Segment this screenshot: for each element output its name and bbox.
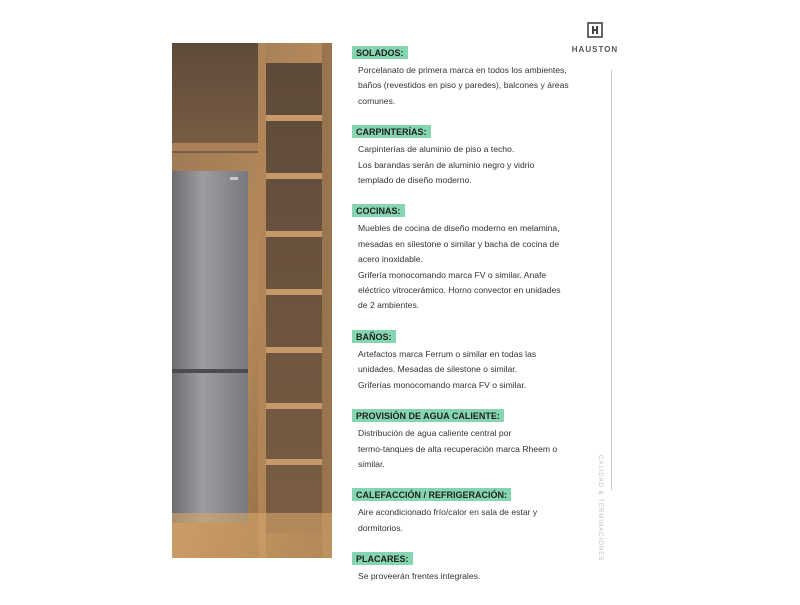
side-caption: CALIDAD & TERMINACIONES	[597, 455, 603, 562]
section-heading: CARPINTERÍAS:	[352, 125, 431, 138]
spec-section	[352, 327, 592, 393]
section-body	[352, 221, 592, 313]
section-heading: CALEFACCIÓN / REFRIGERACIÓN:	[352, 488, 511, 501]
section-text-line: unidades. Mesadas de silestone o similar.	[358, 364, 518, 375]
spec-section	[352, 201, 592, 313]
section-text-line: termo-tanques de alta recuperación marca Rheem o	[358, 443, 558, 454]
section-text-line: Distribución de agua caliente central por	[358, 428, 512, 439]
section-text-line: Aire acondicionado frío/calor en sala de estar y	[358, 507, 538, 518]
section-body	[352, 426, 592, 472]
section-body	[352, 142, 592, 188]
specifications-list	[352, 43, 592, 598]
section-body	[352, 569, 592, 584]
photo-illustration	[172, 43, 332, 558]
section-text-line: Carpinterías de aluminio de piso a techo.	[358, 144, 515, 155]
section-text-line: mesadas en silestone o similar y bacha de cocina de	[358, 238, 560, 249]
section-heading: SOLADOS:	[352, 46, 408, 59]
vertical-divider	[611, 70, 612, 490]
spec-section	[352, 485, 592, 536]
section-text-line: baños (revestidos en piso y paredes), balcones y áreas	[358, 80, 569, 91]
section-text-line: Griferías monocomando marca FV o similar.	[358, 379, 527, 390]
kitchen-shelving-photo	[172, 43, 332, 558]
section-heading: BAÑOS:	[352, 330, 396, 343]
section-text-line: templado de diseño moderno.	[358, 175, 472, 186]
section-text-line: Porcelanato de primera marca en todos los ambientes,	[358, 65, 567, 75]
section-text-line: eléctrico vitrocerámico. Horno convector en unidades	[358, 285, 561, 296]
section-text-line: Muebles de cocina de diseño moderno en melamina,	[358, 223, 560, 234]
section-body	[352, 505, 592, 536]
section-text-line: Grifería monocomando marca FV o similar. Anafe	[358, 269, 547, 280]
spec-section	[352, 43, 592, 109]
section-text-line: Se proveerán frentes integrales.	[358, 571, 481, 582]
section-text-line: de 2 ambientes.	[358, 300, 420, 311]
section-text-line: similar.	[358, 458, 385, 469]
spec-section	[352, 549, 592, 584]
section-text-line: acero inoxidable.	[358, 254, 423, 265]
section-heading: PLACARES:	[352, 552, 413, 565]
section-heading: PROVISIÓN DE AGUA CALIENTE:	[352, 409, 504, 422]
section-body	[352, 63, 592, 109]
spec-section	[352, 406, 592, 472]
brand-name: HAUSTON	[571, 45, 619, 54]
hauston-logo-icon	[587, 22, 603, 38]
section-text-line: Los barandas serán de aluminio negro y vidrio	[358, 159, 535, 170]
section-heading: COCINAS:	[352, 204, 405, 217]
section-text-line: comunes.	[358, 95, 396, 106]
spec-section	[352, 122, 592, 188]
section-body	[352, 347, 592, 393]
section-text-line: dormitorios.	[358, 522, 403, 533]
section-text-line: Artefactos marca Ferrum o similar en todas las	[358, 348, 537, 359]
